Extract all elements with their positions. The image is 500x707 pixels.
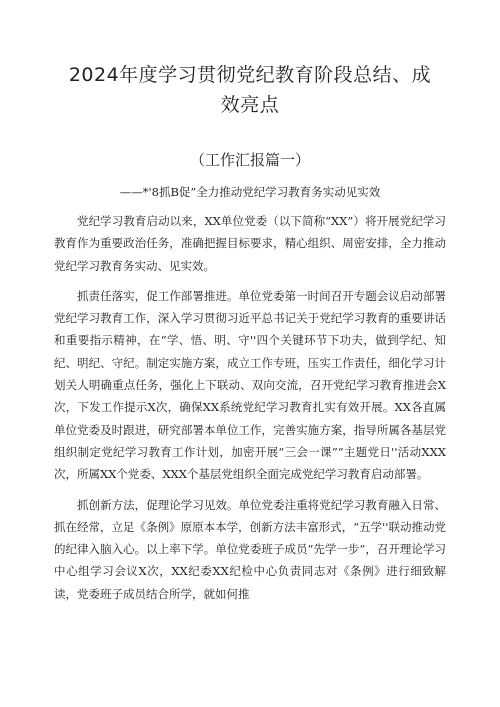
document-kicker: ——*'8抓B促”全力推动党纪学习教育务实动见实效 [119,185,381,199]
document-title: 2024年度学习贯彻党纪教育阶段总结、成效亮点 [68,64,432,116]
document-body [54,210,446,613]
body-paragraph-2: 抓责任落实，促工作部署推进。单位党委第一时间召开专题会议启动部署党纪学习教育工作，深入学习贯彻习近平总书记关于党纪学习教育的重要讲话和重要指示精神，在“学、悟、明、守''四个关键环节下功夫，做到学纪、知纪、明纪、守纪。制定实施方案，成立工作专班，压实工作责任，细化学习计划关人明确重点任务，强化上下联动、双向交流，召开党纪学习教育推进会X次，下发工作提示X次，确保XX系统党纪学习教育扎实有效开展。XX各直属单位党委及时跟进，研究部署本单位工作，完善实施方案，指导所属各基层党组织制定党纪学习教育工作计划，加密开展“三会一课”“主题党日''活动XXX次，所属XX个党委、XXX个基层党组织全面完成党纪学习教育启动部署。 [54,288,446,482]
body-paragraph-3: 抓创新方法，促理论学习见效。单位党委注重将党纪学习教育融入日常、抓在经常，立足《条例》原原本本学，创新方法丰富形式，“五学''联动推动党的纪律入脑入心。以上率下学。单位党委班子成员“先学一步”，召开理论学习中心组学习会议X次，XX纪委XX纪检中心负责同志对《条例》进行细致解读，党委班子成员结合所学，就如何推 [54,497,446,601]
body-paragraph-1: 党纪学习教育启动以来，XX单位党委（以下简称“XX”）将开展党纪学习教育作为重要政治任务，准确把握目标要求，精心组织、周密安排，全力推动党纪学习教育务实动、见实效。 [54,214,446,273]
document-subtitle: （工作汇报篇一） [189,151,310,169]
